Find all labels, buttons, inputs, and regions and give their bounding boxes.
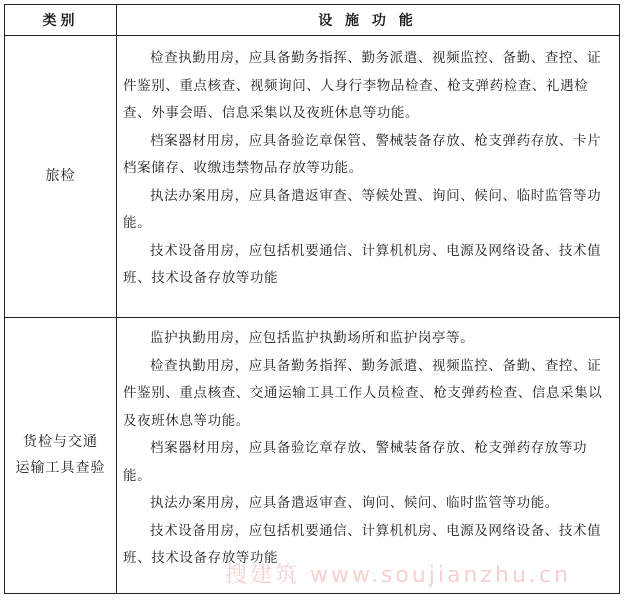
function-cell <box>123 325 615 573</box>
paragraph: 档案器材用房，应具备验讫章保管、警械装备存放、枪支弹药存放、卡片档案储存、收缴违禁物品存放等功能。 <box>123 132 602 176</box>
paragraph: 技术设备用房，应包括机要通信、计算机机房、电源及网络设备、技术值班、技术设备存放等功能 <box>123 522 602 566</box>
paragraph: 执法办案用房，应具备遣返审查、等候处置、询问、候问、临时监管等功能。 <box>123 187 602 231</box>
facility-function-table <box>4 4 620 594</box>
category-cell: 旅检 <box>45 168 76 184</box>
paragraph: 技术设备用房，应包括机要通信、计算机机房、电源及网络设备、技术值班、技术设备存放等功能 <box>123 242 602 286</box>
category-cell <box>5 317 116 593</box>
paragraph: 检查执勤用房，应具备勤务指挥、勤务派遣、视频监控、备勤、查控、证件鉴别、重点核查、视频询问、人身行李物品检查、枪支弹药检查、礼遇检查、外事会晤、信息采集以及夜班休息等功能。 <box>123 50 602 121</box>
function-cell <box>123 45 615 293</box>
paragraph: 执法办案用房，应具备遣返审查、询问、候问、临时监管等功能。 <box>150 495 559 511</box>
paragraph: 检查执勤用房，应具备勤务指挥、勤务派遣、视频监控、备勤、查控、证件鉴别、重点核查、交通运输工具工作人员检查、枪支弹药检查、信息采集以及夜班休息等功能。 <box>123 357 603 429</box>
header-function: 设 施 功 能 <box>318 13 417 29</box>
paragraph: 档案器材用房，应具备验讫章存放、警械装备存放、枪支弹药存放等功能。 <box>123 440 588 484</box>
paragraph: 监护执勤用房，应包括监护执勤场所和监护岗亭等。 <box>150 330 475 346</box>
column-divider <box>116 5 117 593</box>
category-line: 运输工具查验 <box>15 460 106 476</box>
watermark: 搜建筑 www.soujianzhu.cn <box>225 563 571 588</box>
category-line: 货检与交通 <box>23 434 98 450</box>
header-category: 类别 <box>42 13 79 29</box>
